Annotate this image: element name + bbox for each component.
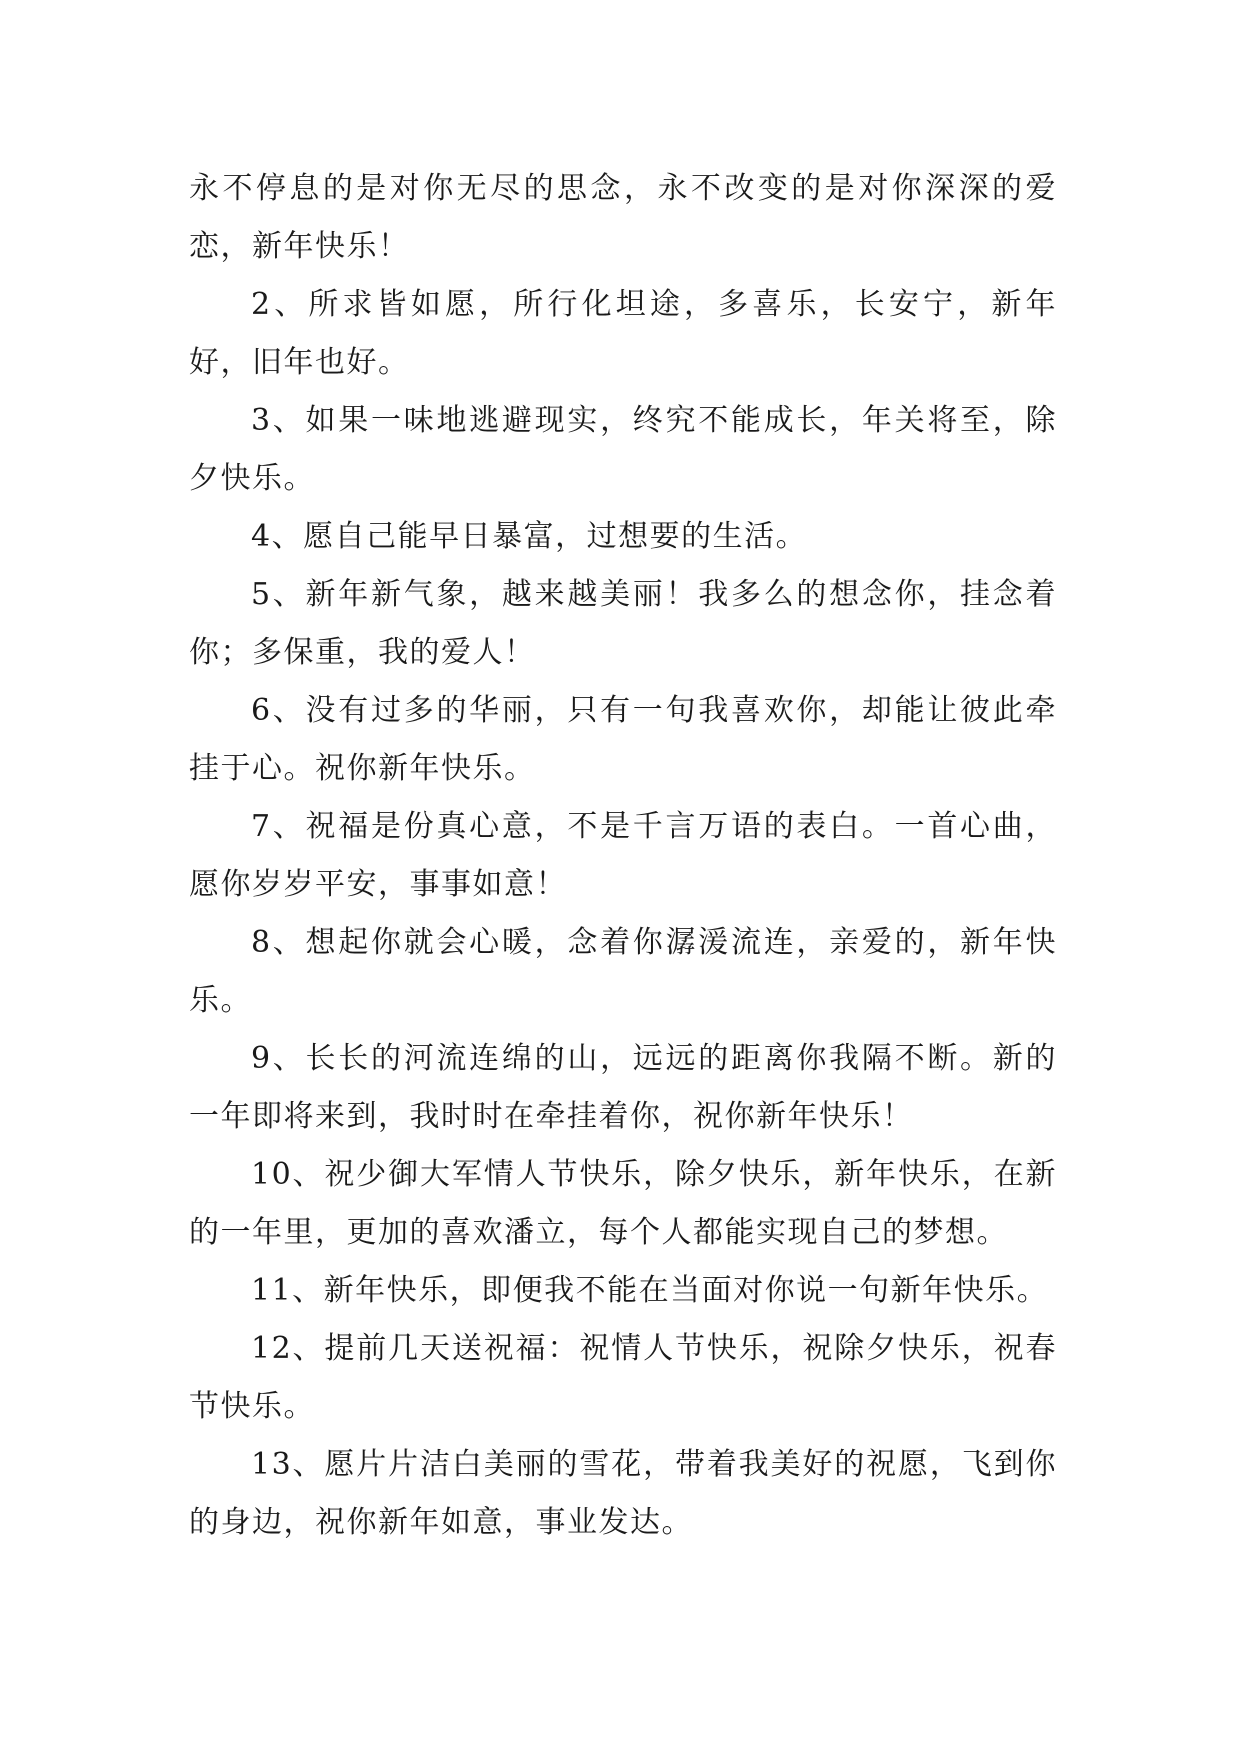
paragraph-9: 9、长长的河流连绵的山，远远的距离你我隔不断。新的一年即将来到，我时时在牵挂着你，祝你新年快乐！: [189, 1041, 1057, 1134]
paragraph-8: 8、想起你就会心暖，念着你潺湲流连，亲爱的，新年快乐。: [189, 925, 1057, 1018]
paragraph-11: 11、新年快乐，即便我不能在当面对你说一句新年快乐。: [251, 1273, 1049, 1308]
paragraph-10: 10、祝少御大军情人节快乐，除夕快乐，新年快乐，在新的一年里，更加的喜欢潘立，每个人都能实现自己的梦想。: [189, 1157, 1057, 1250]
paragraph-13: 13、愿片片洁白美丽的雪花，带着我美好的祝愿，飞到你的身边，祝你新年如意，事业发达。: [189, 1447, 1057, 1540]
paragraph-6: 6、没有过多的华丽，只有一句我喜欢你，却能让彼此牵挂于心。祝你新年快乐。: [189, 693, 1057, 786]
paragraph-12: 12、提前几天送祝福：祝情人节快乐，祝除夕快乐，祝春节快乐。: [189, 1331, 1057, 1424]
paragraph-3: 3、如果一味地逃避现实，终究不能成长，年关将至，除夕快乐。: [189, 403, 1057, 496]
paragraph-1: 永不停息的是对你无尽的思念，永不改变的是对你深深的爱恋，新年快乐！: [189, 171, 1057, 264]
paragraph-5: 5、新年新气象，越来越美丽！我多么的想念你，挂念着你；多保重，我的爱人！: [189, 577, 1057, 670]
paragraph-2: 2、所求皆如愿，所行化坦途，多喜乐，长安宁，新年好，旧年也好。: [189, 287, 1057, 380]
document-body: [189, 160, 1057, 1552]
paragraph-7: 7、祝福是份真心意，不是千言万语的表白。一首心曲，愿你岁岁平安，事事如意！: [189, 809, 1057, 902]
paragraph-4: 4、愿自己能早日暴富，过想要的生活。: [251, 519, 808, 554]
